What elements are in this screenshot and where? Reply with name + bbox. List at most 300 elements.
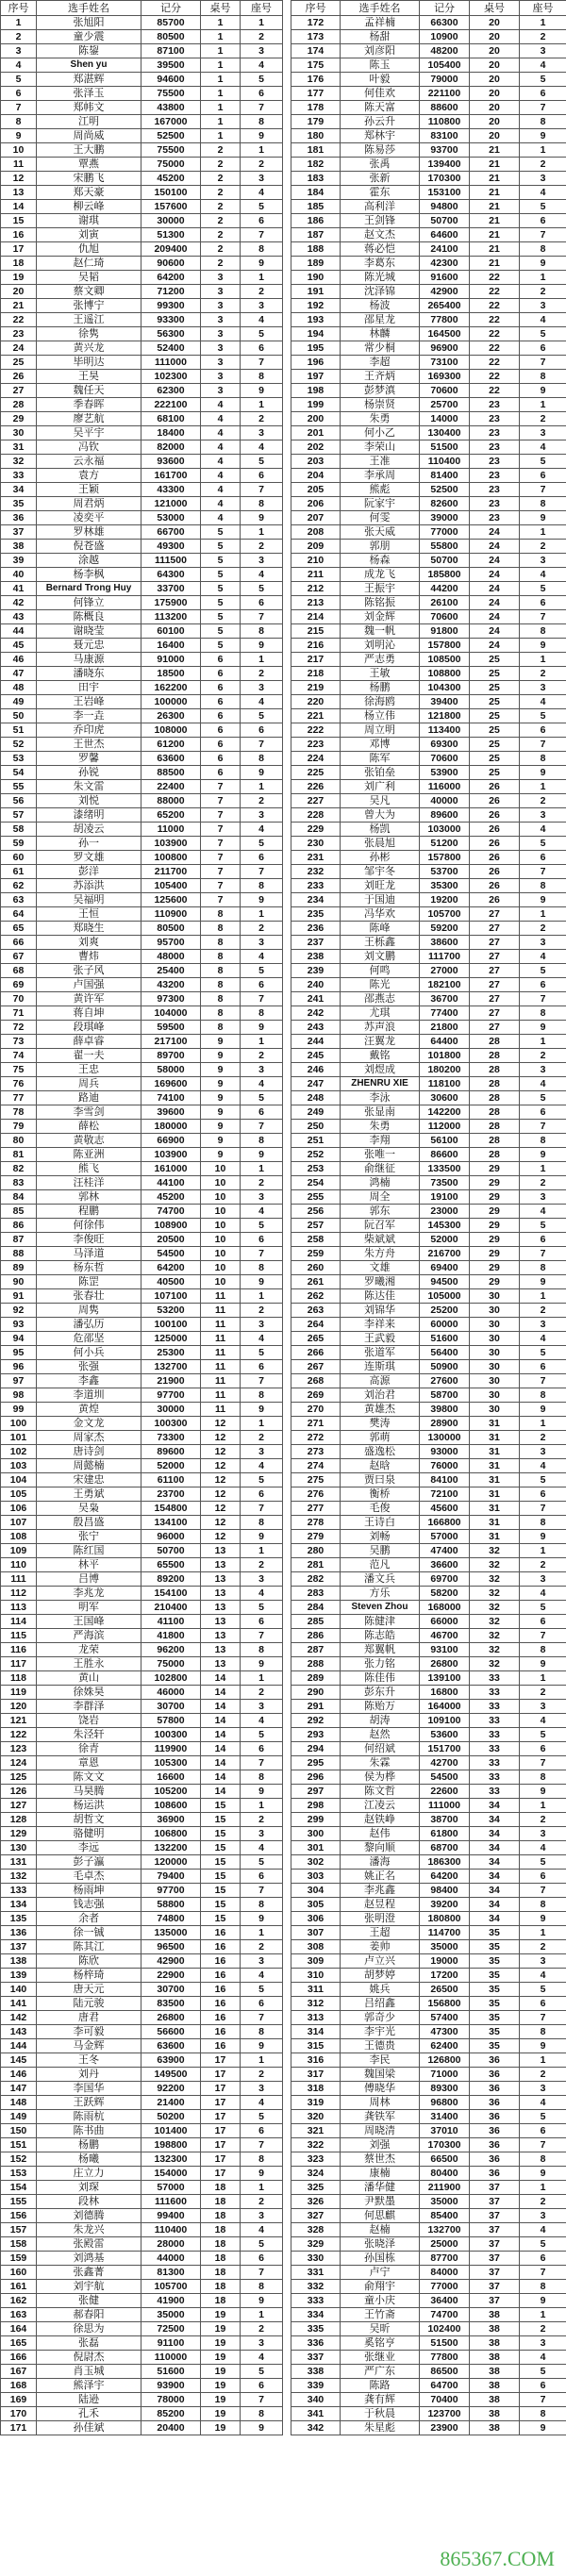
cell-player-name: 王恒	[37, 907, 142, 922]
cell-seat: 1	[241, 271, 283, 285]
cell-number: 37	[1, 525, 37, 540]
cell-score: 132700	[420, 2223, 470, 2237]
table-row	[291, 1304, 566, 1318]
cell-score: 88000	[142, 794, 201, 808]
cell-player-name: 陆逊	[37, 2393, 142, 2407]
cell-player-name: 严海滨	[37, 1629, 142, 1643]
cell-number: 167	[1, 2365, 37, 2379]
table-row	[1, 879, 283, 893]
table-row	[1, 1728, 283, 1742]
cell-score: 164500	[420, 327, 470, 341]
cell-score: 101800	[420, 1049, 470, 1063]
cell-number: 19	[1, 271, 37, 285]
cell-player-name: 唐君	[37, 2011, 142, 2025]
cell-number: 217	[291, 653, 341, 667]
cell-score: 53700	[420, 865, 470, 879]
cell-player-name: 张子风	[37, 964, 142, 978]
cell-table: 27	[470, 1006, 520, 1021]
cell-number: 180	[291, 129, 341, 143]
cell-seat: 1	[241, 1544, 283, 1558]
cell-table: 18	[201, 2195, 241, 2209]
cell-score: 25300	[142, 1346, 201, 1360]
cell-score: 77000	[420, 2280, 470, 2294]
cell-table: 36	[470, 2124, 520, 2138]
cell-player-name: 赵昱程	[341, 1898, 420, 1912]
cell-player-name: 刘治君	[341, 1388, 420, 1403]
cell-table: 16	[201, 1926, 241, 1940]
cell-player-name: 赵文杰	[341, 228, 420, 242]
cell-player-name: 潘文兵	[341, 1572, 420, 1587]
table-row	[291, 1021, 566, 1035]
table-row	[291, 1587, 566, 1601]
cell-table: 9	[201, 1063, 241, 1077]
cell-score: 60000	[420, 1318, 470, 1332]
cell-player-name: 杨鹏	[37, 2138, 142, 2152]
cell-player-name: 张晓泽	[341, 2237, 420, 2252]
cell-number: 165	[1, 2336, 37, 2351]
cell-table: 23	[470, 469, 520, 483]
cell-score: 51600	[142, 2365, 201, 2379]
cell-number: 342	[291, 2421, 341, 2435]
table-row	[1, 1544, 283, 1558]
table-row	[1, 766, 283, 780]
table-row	[291, 1516, 566, 1530]
cell-seat: 3	[241, 44, 283, 58]
cell-table: 30	[470, 1346, 520, 1360]
cell-number: 94	[1, 1332, 37, 1346]
cell-seat: 7	[241, 1374, 283, 1388]
cell-number: 27	[1, 384, 37, 398]
cell-seat: 7	[241, 1502, 283, 1516]
cell-seat: 5	[520, 1983, 566, 1997]
cell-seat: 8	[520, 1516, 566, 1530]
cell-seat: 5	[241, 2365, 283, 2379]
table-row	[1, 1487, 283, 1502]
cell-table: 21	[470, 158, 520, 172]
cell-seat: 8	[241, 1643, 283, 1657]
table-row	[1, 1516, 283, 1530]
cell-table: 8	[201, 936, 241, 950]
cell-number: 61	[1, 865, 37, 879]
cell-table: 33	[470, 1756, 520, 1770]
cell-table: 18	[201, 2181, 241, 2195]
table-row	[291, 2322, 566, 2336]
table-row	[291, 865, 566, 879]
table-row	[291, 1332, 566, 1346]
cell-number: 338	[291, 2365, 341, 2379]
table-row	[291, 2421, 566, 2435]
cell-player-name: 李荣山	[341, 440, 420, 455]
cell-number: 14	[1, 200, 37, 214]
cell-player-name: 王跃辉	[37, 2096, 142, 2110]
cell-score: 45600	[420, 1502, 470, 1516]
cell-table: 23	[470, 426, 520, 440]
cell-seat: 8	[241, 497, 283, 511]
cell-score: 54500	[142, 1247, 201, 1261]
cell-seat: 7	[520, 101, 566, 115]
cell-number: 50	[1, 709, 37, 723]
cell-number: 189	[291, 257, 341, 271]
cell-table: 11	[201, 1289, 241, 1304]
cell-score: 51300	[142, 228, 201, 242]
cell-table: 16	[201, 1940, 241, 1954]
table-row	[1, 412, 283, 426]
cell-seat: 2	[520, 285, 566, 299]
cell-player-name: 李雪剑	[37, 1105, 142, 1120]
cell-table: 24	[470, 568, 520, 582]
cell-score: 27600	[420, 1374, 470, 1388]
cell-table: 34	[470, 1827, 520, 1841]
cell-number: 103	[1, 1459, 37, 1473]
cell-number: 192	[291, 299, 341, 313]
cell-score: 154100	[142, 1587, 201, 1601]
cell-seat: 9	[241, 2294, 283, 2308]
cell-player-name: 戴铭	[341, 1049, 420, 1063]
table-row	[291, 1346, 566, 1360]
cell-player-name: 朱霖	[341, 1756, 420, 1770]
cell-score: 90600	[142, 257, 201, 271]
cell-seat: 7	[520, 356, 566, 370]
cell-seat: 4	[520, 2223, 566, 2237]
cell-score: 93600	[142, 455, 201, 469]
table-row	[1, 16, 283, 30]
cell-seat: 7	[241, 2266, 283, 2280]
cell-player-name: 张新	[341, 172, 420, 186]
cell-score: 111600	[142, 2195, 201, 2209]
cell-player-name: 朱方舟	[341, 1247, 420, 1261]
cell-number: 219	[291, 681, 341, 695]
cell-seat: 6	[520, 1360, 566, 1374]
cell-player-name: 李葛东	[341, 257, 420, 271]
cell-table: 15	[201, 1827, 241, 1841]
cell-score: 96500	[142, 1940, 201, 1954]
cell-number: 144	[1, 2039, 37, 2053]
cell-table: 24	[470, 624, 520, 639]
table-row	[1, 228, 283, 242]
table-row	[1, 1219, 283, 1233]
cell-score: 96900	[420, 341, 470, 356]
cell-number: 214	[291, 610, 341, 624]
table-row	[1, 1601, 283, 1615]
cell-score: 151700	[420, 1742, 470, 1756]
cell-seat: 7	[241, 483, 283, 497]
cell-seat: 5	[520, 2237, 566, 2252]
cell-table: 31	[470, 1487, 520, 1502]
cell-table: 1	[201, 87, 241, 101]
cell-player-name: 刘金辉	[341, 610, 420, 624]
cell-score: 113400	[420, 723, 470, 738]
cell-seat: 9	[520, 129, 566, 143]
cell-score: 62400	[420, 2039, 470, 2053]
cell-number: 45	[1, 639, 37, 653]
cell-seat: 1	[520, 1926, 566, 1940]
cell-number: 1	[1, 16, 37, 30]
cell-player-name: 张显南	[341, 1105, 420, 1120]
cell-score: 216700	[420, 1247, 470, 1261]
cell-number: 100	[1, 1417, 37, 1431]
cell-seat: 9	[241, 1403, 283, 1417]
cell-score: 21400	[142, 2096, 201, 2110]
cell-number: 272	[291, 1431, 341, 1445]
cell-table: 16	[201, 1954, 241, 1969]
cell-score: 39400	[420, 695, 470, 709]
cell-table: 36	[470, 2110, 520, 2124]
cell-score: 125000	[142, 1332, 201, 1346]
table-row	[1, 1530, 283, 1544]
table-row	[1, 893, 283, 907]
cell-number: 313	[291, 2011, 341, 2025]
cell-player-name: 彭梦滇	[341, 384, 420, 398]
cell-score: 120000	[142, 1855, 201, 1870]
cell-table: 19	[201, 2336, 241, 2351]
table-row	[291, 851, 566, 865]
cell-number: 99	[1, 1403, 37, 1417]
cell-player-name: 翟一夫	[37, 1049, 142, 1063]
cell-table: 29	[470, 1176, 520, 1190]
cell-table: 10	[201, 1190, 241, 1205]
cell-player-name: 李泳	[341, 1091, 420, 1105]
cell-score: 35000	[142, 2308, 201, 2322]
cell-seat: 3	[241, 681, 283, 695]
cell-table: 10	[201, 1176, 241, 1190]
cell-seat: 9	[241, 639, 283, 653]
cell-table: 22	[470, 299, 520, 313]
table-row	[1, 2407, 283, 2421]
table-row	[291, 1997, 566, 2011]
cell-score: 89600	[142, 1445, 201, 1459]
table-row	[291, 1120, 566, 1134]
cell-table: 18	[201, 2266, 241, 2280]
table-row	[1, 426, 283, 440]
cell-table: 2	[201, 228, 241, 242]
cell-number: 41	[1, 582, 37, 596]
cell-table: 17	[201, 2096, 241, 2110]
cell-seat: 9	[520, 2421, 566, 2435]
cell-table: 27	[470, 1021, 520, 1035]
cell-score: 66000	[420, 1615, 470, 1629]
cell-table: 25	[470, 681, 520, 695]
table-row	[1, 2379, 283, 2393]
cell-number: 159	[1, 2252, 37, 2266]
cell-score: 20400	[142, 2421, 201, 2435]
cell-number: 222	[291, 723, 341, 738]
cell-score: 108600	[142, 1799, 201, 1813]
table-row	[291, 1289, 566, 1304]
cell-player-name: Bernard Trong Huy	[37, 582, 142, 596]
table-row	[1, 1021, 283, 1035]
cell-seat: 4	[241, 1332, 283, 1346]
cell-seat: 2	[520, 2068, 566, 2082]
table-row	[291, 58, 566, 73]
header-seat: 座号	[241, 1, 283, 16]
table-row	[291, 440, 566, 455]
cell-table: 15	[201, 1884, 241, 1898]
cell-number: 138	[1, 1954, 37, 1969]
cell-number: 38	[1, 540, 37, 554]
cell-score: 113200	[142, 610, 201, 624]
cell-seat: 8	[241, 2407, 283, 2421]
cell-score: 89700	[142, 1049, 201, 1063]
cell-number: 286	[291, 1629, 341, 1643]
cell-player-name: 杨波	[341, 299, 420, 313]
cell-player-name: 尤琪	[341, 1006, 420, 1021]
cell-number: 80	[1, 1134, 37, 1148]
cell-number: 78	[1, 1105, 37, 1120]
cell-seat: 5	[520, 1091, 566, 1105]
cell-number: 325	[291, 2181, 341, 2195]
cell-number: 151	[1, 2138, 37, 2152]
cell-score: 169300	[420, 370, 470, 384]
cell-player-name: 蔡文卿	[37, 285, 142, 299]
cell-score: 50200	[142, 2110, 201, 2124]
cell-player-name: 郭东	[341, 1205, 420, 1219]
table-row	[291, 723, 566, 738]
cell-seat: 3	[241, 172, 283, 186]
cell-score: 77400	[420, 1006, 470, 1021]
cell-table: 26	[470, 851, 520, 865]
cell-number: 208	[291, 525, 341, 540]
cell-table: 10	[201, 1219, 241, 1233]
cell-table: 28	[470, 1105, 520, 1120]
table-row	[1, 922, 283, 936]
cell-table: 2	[201, 257, 241, 271]
cell-player-name: 陈红国	[37, 1544, 142, 1558]
cell-player-name: 严广东	[341, 2365, 420, 2379]
cell-table: 16	[201, 1983, 241, 1997]
cell-seat: 2	[520, 794, 566, 808]
cell-score: 42300	[420, 257, 470, 271]
cell-score: 134100	[142, 1516, 201, 1530]
cell-number: 333	[291, 2294, 341, 2308]
cell-number: 215	[291, 624, 341, 639]
cell-number: 231	[291, 851, 341, 865]
table-row	[1, 681, 283, 695]
cell-seat: 8	[241, 1261, 283, 1275]
cell-seat: 2	[241, 1049, 283, 1063]
cell-score: 36900	[142, 1813, 201, 1827]
cell-seat: 6	[520, 214, 566, 228]
table-row	[291, 695, 566, 709]
cell-score: 49300	[142, 540, 201, 554]
cell-player-name: 陈志皓	[341, 1629, 420, 1643]
cell-seat: 7	[520, 1502, 566, 1516]
cell-score: 56100	[420, 1134, 470, 1148]
cell-player-name: 吴福明	[37, 893, 142, 907]
cell-number: 259	[291, 1247, 341, 1261]
cell-player-name: 罗馨	[37, 752, 142, 766]
table-row	[291, 257, 566, 271]
cell-player-name: 唐天元	[37, 1983, 142, 1997]
table-row	[291, 2294, 566, 2308]
cell-number: 258	[291, 1233, 341, 1247]
cell-table: 37	[470, 2209, 520, 2223]
cell-score: 58700	[420, 1388, 470, 1403]
cell-score: 110000	[142, 2351, 201, 2365]
cell-seat: 8	[520, 1643, 566, 1657]
cell-player-name: 冯华欢	[341, 907, 420, 922]
cell-seat: 9	[520, 384, 566, 398]
cell-number: 162	[1, 2294, 37, 2308]
cell-number: 247	[291, 1077, 341, 1091]
cell-seat: 3	[520, 2209, 566, 2223]
cell-player-name: 张禹	[341, 158, 420, 172]
cell-score: 114700	[420, 1926, 470, 1940]
cell-score: 30700	[142, 1983, 201, 1997]
cell-seat: 2	[520, 30, 566, 44]
table-row	[291, 1077, 566, 1091]
cell-score: 102800	[142, 1671, 201, 1686]
cell-seat: 1	[241, 1289, 283, 1304]
seating-table-left	[0, 0, 283, 2435]
cell-player-name: 尹默墨	[341, 2195, 420, 2209]
table-row	[1, 1304, 283, 1318]
cell-score: 52000	[142, 1459, 201, 1473]
cell-player-name: 王德贵	[341, 2039, 420, 2053]
cell-number: 184	[291, 186, 341, 200]
table-row	[1, 1318, 283, 1332]
cell-table: 24	[470, 582, 520, 596]
cell-table: 8	[201, 1021, 241, 1035]
cell-score: 69700	[420, 1572, 470, 1587]
cell-player-name: 朱勇	[341, 1120, 420, 1134]
cell-score: 84100	[420, 1473, 470, 1487]
cell-seat: 2	[520, 540, 566, 554]
table-row	[1, 2181, 283, 2195]
cell-number: 188	[291, 242, 341, 257]
cell-player-name: 魏国梁	[341, 2068, 420, 2082]
table-row	[1, 936, 283, 950]
table-row	[291, 2195, 566, 2209]
cell-player-name: 王齐炳	[341, 370, 420, 384]
cell-score: 89300	[420, 2082, 470, 2096]
cell-number: 134	[1, 1898, 37, 1912]
cell-table: 1	[201, 101, 241, 115]
cell-table: 34	[470, 1870, 520, 1884]
cell-number: 244	[291, 1035, 341, 1049]
cell-player-name: 杨梓琦	[37, 1969, 142, 1983]
cell-table: 32	[470, 1657, 520, 1671]
cell-number: 284	[291, 1601, 341, 1615]
cell-number: 146	[1, 2068, 37, 2082]
cell-seat: 9	[520, 2167, 566, 2181]
table-row	[1, 2167, 283, 2181]
cell-score: 217100	[142, 1035, 201, 1049]
table-row	[291, 469, 566, 483]
table-row	[291, 370, 566, 384]
cell-seat: 1	[520, 271, 566, 285]
cell-number: 12	[1, 172, 37, 186]
cell-player-name: 刘文鹏	[341, 950, 420, 964]
cell-number: 260	[291, 1261, 341, 1275]
cell-table: 25	[470, 653, 520, 667]
cell-number: 92	[1, 1304, 37, 1318]
cell-score: 111000	[420, 1799, 470, 1813]
cell-table: 32	[470, 1558, 520, 1572]
cell-player-name: 陈峰	[341, 922, 420, 936]
cell-number: 70	[1, 992, 37, 1006]
cell-table: 18	[201, 2223, 241, 2237]
cell-number: 205	[291, 483, 341, 497]
cell-seat: 2	[520, 1431, 566, 1445]
cell-table: 37	[470, 2280, 520, 2294]
cell-number: 160	[1, 2266, 37, 2280]
cell-score: 105000	[420, 1289, 470, 1304]
cell-player-name: 王剑锋	[341, 214, 420, 228]
table-row	[291, 1105, 566, 1120]
cell-number: 172	[291, 16, 341, 30]
cell-number: 153	[1, 2167, 37, 2181]
cell-table: 25	[470, 667, 520, 681]
